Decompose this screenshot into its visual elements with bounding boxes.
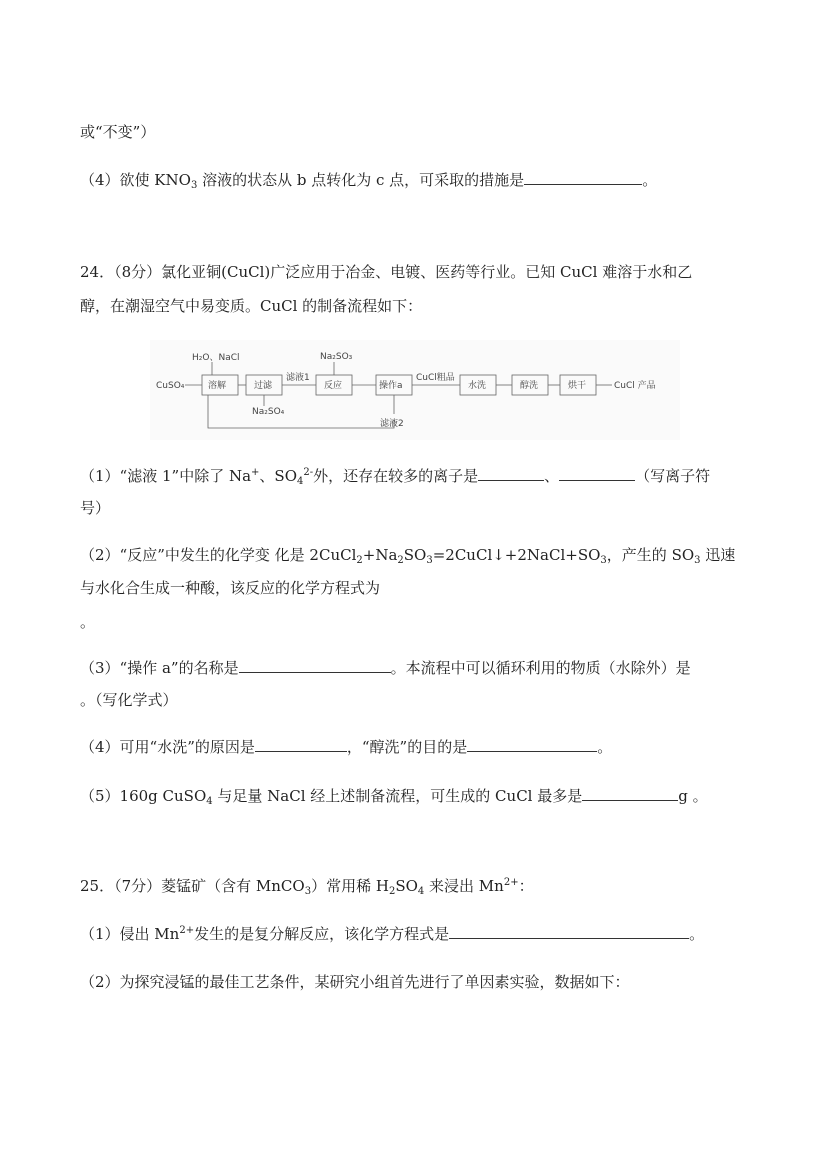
superscript: 2- [303,467,314,478]
subscript: 4 [206,796,213,807]
text: g 。 [678,787,708,805]
flow-filtrate1: 滤液1 [286,373,310,383]
text: 。 [597,738,613,756]
text: SO [395,877,418,895]
q25-part1 [80,924,704,944]
text: （3）“操作 a”的名称是 [80,659,239,677]
text: 25．（7分）菱锰矿（含有 MnCO [80,877,305,895]
subscript: 3 [304,886,312,897]
text: ，产生的 SO [606,546,695,564]
flow-react-label: 反应 [324,381,343,391]
q24-part3-line1 [80,658,691,678]
text: 与足量 NaCl 经上述制备流程，可生成的 CuCl 最多是 [212,787,583,805]
question-23-part-4 [80,170,657,190]
subscript: 4 [417,886,425,897]
flow-dry-label: 烘干 [568,381,587,391]
text: （1）“滤液 1”中除了 Na [80,467,252,485]
superscript: + [251,467,260,478]
text: =2CuCl↓+2NaCl+SO [432,546,601,564]
text: ）常用稀 H [311,877,389,895]
q24-part1-line2 [80,498,110,518]
flow-input-top: H₂O、NaCl [192,353,240,363]
flow-na2so4: Na₂SO₄ [252,407,285,417]
subscript: 3 [694,555,701,566]
text-line-continuation [80,122,155,142]
flow-na2so3: Na₂SO₃ [320,352,353,362]
text: 。 [80,613,96,631]
text: （4）欲使 KNO [80,171,191,189]
text: （2）“反应”中发生的化学变 化是 2CuCl [80,546,357,564]
text: SO [403,546,427,564]
text: 。 [642,171,658,189]
answer-blank[interactable] [559,466,635,481]
q24-part2-line2 [80,578,380,598]
answer-blank[interactable] [449,924,689,939]
answer-blank[interactable] [582,786,678,801]
q24-part4 [80,737,612,757]
subscript: 2 [388,886,396,897]
text: 发生的是复分解反应，该化学方程式是 [194,925,450,943]
q24-part3-line2 [80,690,178,710]
text: 外，还存在较多的离子是 [313,467,479,485]
flow-filter-label: 过滤 [254,381,273,391]
text: 或“不变”） [80,123,156,141]
superscript: 2+ [503,877,519,888]
text: 与水化合生成一种酸，该反应的化学方程式为 [80,579,381,597]
subscript: 2 [397,555,404,566]
text: （1）侵出 Mn [80,925,180,943]
answer-blank[interactable] [478,466,544,481]
answer-blank[interactable] [239,658,391,673]
text: 、 [544,467,560,485]
text: 醇，在潮湿空气中易变质。CuCl 的制备流程如下： [80,297,423,315]
subscript: 3 [600,555,607,566]
text: 溶液的状态从 b 点转化为 c 点，可采取的措施是 [197,171,525,189]
question-24-stem-line1 [80,262,692,282]
flow-op-a-label: 操作a [379,381,403,391]
flow-filtrate2: 滤液2 [380,419,404,429]
text: +Na [362,546,398,564]
q25-part2 [80,972,630,992]
flow-dissolve-label: 溶解 [208,381,227,391]
q24-part1-line1 [80,466,710,486]
text: 来浸出 Mn [424,877,504,895]
text: 迅速 [700,546,736,564]
text: 。 [689,925,705,943]
text: 号） [80,499,111,517]
text: 。本流程中可以循环利用的物质（水除外）是 [390,659,691,677]
subscript: 2 [356,555,363,566]
q24-part2-line1 [80,545,735,565]
subscript: 3 [190,180,198,191]
text: ，“醇洗”的目的是 [346,738,468,756]
flow-crude: CuCl粗品 [416,373,455,383]
text: 。（写化学式） [80,691,178,709]
flowchart [150,340,680,440]
text: 、SO [259,467,297,485]
text: （2）为探究浸锰的最佳工艺条件，某研究小组首先进行了单因素实验，数据如下： [80,973,630,991]
subscript: 3 [426,555,433,566]
flow-cuso4: CuSO₄ [156,381,185,391]
answer-blank[interactable] [467,737,597,752]
text: ： [518,877,534,895]
text: （写离子符 [635,467,711,485]
answer-blank[interactable] [255,737,347,752]
text: （5）160g CuSO [80,787,207,805]
text: 24．（8分）氯化亚铜(CuCl)广泛应用于冶金、电镀、医药等行业。已知 CuCl 难溶于水和乙 [80,263,693,281]
superscript: 2+ [179,925,195,936]
flow-alcohol-label: 醇洗 [520,381,539,391]
question-25-stem [80,876,534,896]
question-24-stem-line2 [80,296,422,316]
answer-blank[interactable] [524,170,642,185]
text: （4）可用“水洗”的原因是 [80,738,255,756]
subscript: 4 [297,476,304,487]
q24-part5 [80,786,708,806]
flow-water-label: 水洗 [468,381,487,391]
q24-part2-line3 [80,612,95,632]
flow-product: CuCl 产品 [614,381,656,391]
